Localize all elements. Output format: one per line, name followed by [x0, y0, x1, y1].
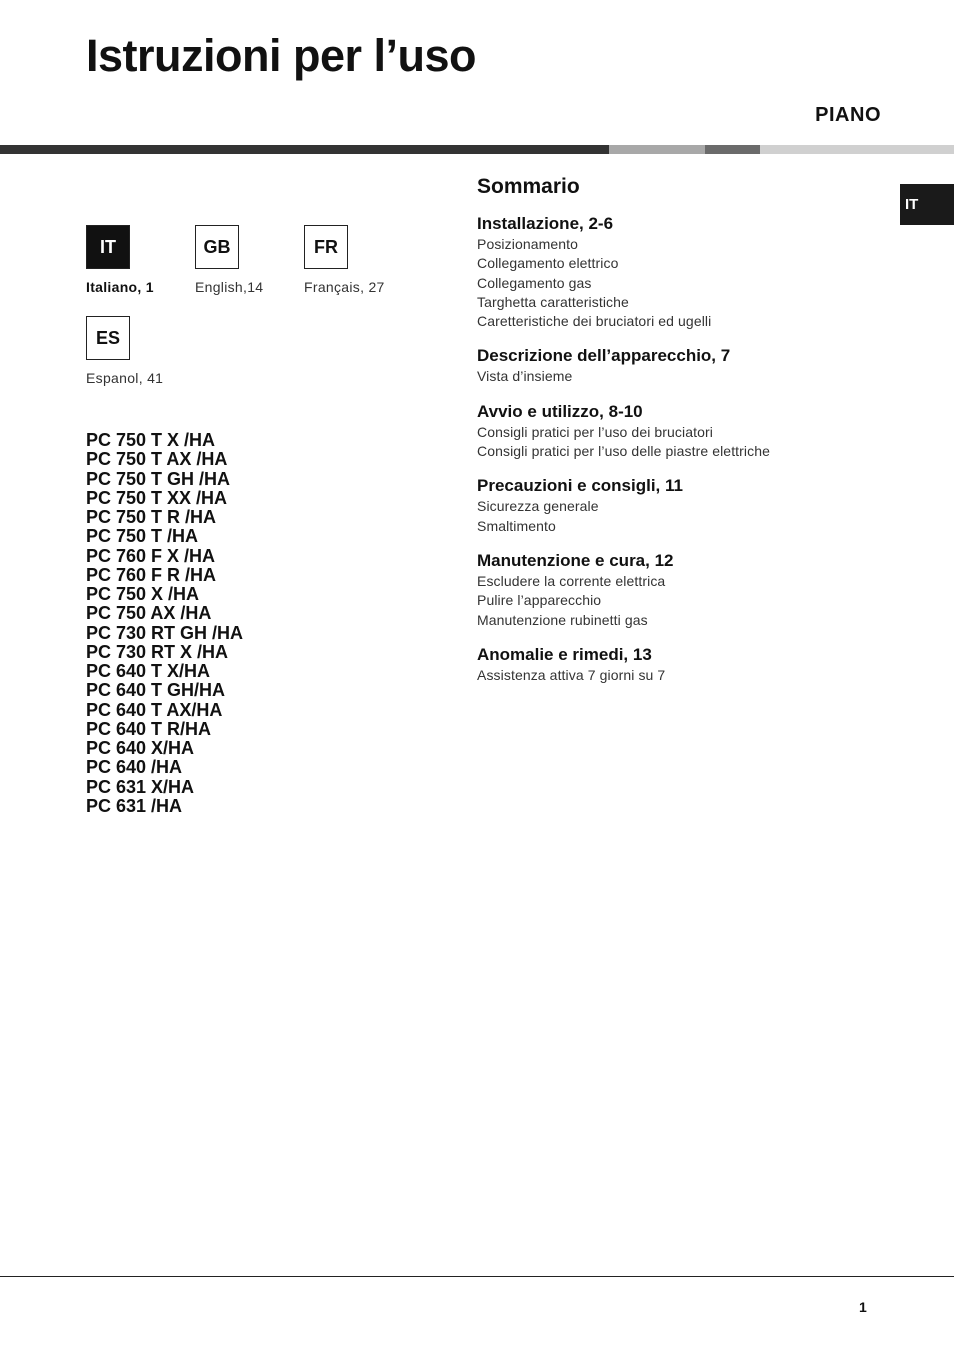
toc-section-descrizione	[477, 345, 877, 386]
product-subtitle: PIANO	[815, 104, 881, 126]
model-item: PC 750 T AX /HA	[86, 449, 228, 470]
toc-item[interactable]: Vista d’insieme	[477, 368, 573, 385]
model-item: PC 640 T R/HA	[86, 718, 212, 739]
toc-section-precauzioni	[477, 475, 877, 536]
toc-section-title[interactable]: Avvio e utilizzo, 8-10	[477, 401, 643, 421]
toc-item[interactable]: Collegamento elettrico	[477, 255, 619, 272]
toc-item[interactable]: Targhetta caratteristiche	[477, 293, 629, 310]
toc-item[interactable]: Collegamento gas	[477, 274, 592, 291]
model-item: PC 760 F R /HA	[86, 564, 217, 585]
toc-heading: Sommario	[477, 175, 580, 198]
footer-rule	[0, 1276, 954, 1277]
toc-item[interactable]: Posizionamento	[477, 236, 579, 252]
model-item: PC 750 T XX /HA	[86, 487, 228, 508]
language-label: English,14	[195, 279, 264, 295]
toc-section-title[interactable]: Installazione, 2-6	[477, 214, 614, 233]
model-list	[86, 431, 243, 816]
language-selector-gb[interactable]	[195, 225, 315, 295]
model-item: PC 631 X/HA	[86, 776, 195, 797]
toc-section-title[interactable]: Precauzioni e consigli, 11	[477, 476, 683, 496]
toc-section-installazione	[477, 213, 877, 331]
header-band-dark	[0, 145, 609, 154]
page-title: Istruzioni per l’uso	[86, 30, 477, 81]
model-item: PC 750 T /HA	[86, 526, 199, 547]
header-band-mid-gray	[705, 145, 760, 154]
model-item: PC 631 /HA	[86, 795, 183, 816]
language-selector-fr[interactable]	[304, 225, 424, 295]
header-band-pale-gray	[760, 145, 954, 154]
language-code-box[interactable]: IT	[86, 225, 130, 269]
model-item: PC 750 T GH /HA	[86, 468, 231, 489]
language-label: Italiano, 1	[86, 279, 154, 295]
model-item: PC 640 T X/HA	[86, 661, 211, 681]
toc-section-title[interactable]: Anomalie e rimedi, 13	[477, 644, 652, 664]
language-selector-es[interactable]	[86, 316, 206, 386]
language-label: Espanol, 41	[86, 370, 164, 386]
toc-section-anomalie	[477, 644, 877, 685]
model-item: PC 730 RT GH /HA	[86, 622, 244, 643]
model-item: PC 750 X /HA	[86, 584, 200, 604]
model-item: PC 750 T X /HA	[86, 430, 216, 450]
toc-section-manutenzione	[477, 550, 877, 630]
table-of-contents	[477, 175, 877, 699]
model-item: PC 730 RT X /HA	[86, 641, 229, 662]
model-item: PC 750 T R /HA	[86, 507, 217, 527]
toc-item[interactable]: Smaltimento	[477, 517, 556, 534]
language-code-box[interactable]: ES	[86, 316, 130, 360]
language-selector-it[interactable]	[86, 225, 206, 295]
model-item: PC 750 AX /HA	[86, 603, 212, 624]
toc-section-avvio	[477, 401, 877, 462]
language-code-box[interactable]: FR	[304, 225, 348, 269]
toc-item[interactable]: Pulire l’apparecchio	[477, 592, 602, 609]
toc-section-title[interactable]: Descrizione dell’apparecchio, 7	[477, 346, 731, 366]
toc-item[interactable]: Consigli pratici per l’uso dei bruciatori	[477, 423, 713, 440]
toc-section-title[interactable]: Manutenzione e cura, 12	[477, 550, 674, 570]
model-item: PC 760 F X /HA	[86, 545, 216, 566]
toc-item[interactable]: Manutenzione rubinetti gas	[477, 611, 648, 628]
language-label: Français, 27	[304, 279, 385, 295]
language-side-tab: IT	[900, 184, 954, 225]
toc-item[interactable]: Assistenza attiva 7 giorni su 7	[477, 666, 666, 683]
toc-item[interactable]: Escludere la corrente elettrica	[477, 572, 666, 589]
toc-item[interactable]: Consigli pratici per l’uso delle piastre elettriche	[477, 443, 771, 460]
model-item: PC 640 T GH/HA	[86, 680, 226, 701]
header-band-light-gray	[609, 145, 705, 154]
model-item: PC 640 T AX/HA	[86, 699, 223, 720]
page-number: 1	[859, 1299, 867, 1315]
toc-item[interactable]: Sicurezza generale	[477, 498, 599, 515]
toc-item[interactable]: Caretteristiche dei bruciatori ed ugelli	[477, 313, 712, 330]
language-code-box[interactable]: GB	[195, 225, 239, 269]
model-item: PC 640 X/HA	[86, 738, 195, 758]
model-item: PC 640 /HA	[86, 757, 183, 778]
